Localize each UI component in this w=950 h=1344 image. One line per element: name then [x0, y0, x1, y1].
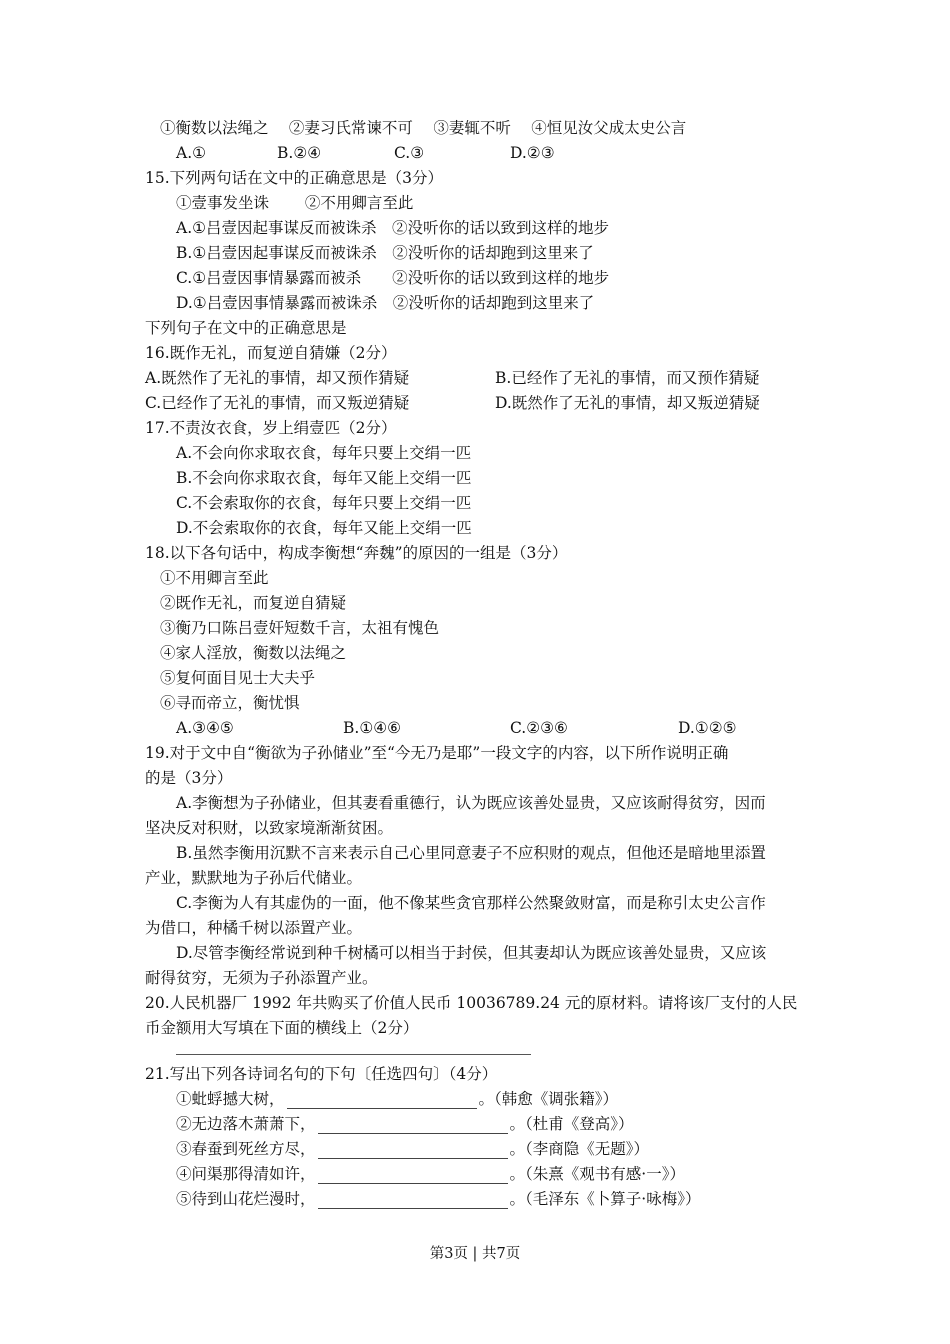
q15-items: ①壹事发坐诛 ②不用卿言至此	[176, 194, 414, 212]
q21-item-1-source: 。（韩愈《调张籍》）	[478, 1090, 619, 1108]
q16-stem: 16.既作无礼，而复逆自猜嫌（2分）	[145, 344, 397, 362]
q21-item-3-blank[interactable]	[318, 1142, 508, 1159]
q15-stem: 15.下列两句话在文中的正确意思是（3分）	[145, 169, 444, 187]
q21-stem: 21.写出下列各诗词名句的下句〔任选四句〕（4分）	[145, 1065, 498, 1083]
q21-item-1-blank[interactable]	[287, 1092, 477, 1109]
q21-item-3-source: 。（李商隐《无题》）	[509, 1140, 650, 1158]
q21-item-5-blank[interactable]	[318, 1192, 508, 1209]
q21-item-5	[176, 1189, 700, 1209]
q19-option-a-line-1: A.李衡想为子孙储业，但其妻看重德行，认为既应该善处显贵，又应该耐得贫穷，因而	[176, 794, 766, 812]
q16-option-c: C.已经作了无礼的事情，而又叛逆猜疑	[145, 394, 410, 412]
q14-option-a: A.①	[176, 144, 207, 162]
q18-option-a: A.③④⑤	[176, 719, 234, 737]
q18-item-6: ⑥寻而帝立，衡忧惧	[160, 694, 300, 712]
q17-option-a: A.不会向你求取衣食，每年只要上交绢一匹	[176, 444, 472, 462]
q18-item-1: ①不用卿言至此	[160, 569, 269, 587]
q21-item-1	[176, 1089, 618, 1109]
q21-item-4	[176, 1164, 685, 1184]
q21-item-1-prefix: ①蚍蜉撼大树，	[176, 1090, 285, 1108]
q19-option-d-line-2: 耐得贫穷，无须为子孙添置产业。	[145, 969, 378, 987]
q20-answer-line[interactable]	[176, 1054, 531, 1055]
q15-option-d: D.①吕壹因事情暴露而被诛杀 ②没听你的话却跑到这里来了	[176, 294, 595, 312]
q19-option-d-line-1: D.尽管李衡经常说到种千树橘可以相当于封侯，但其妻却认为既应该善处显贵，又应该	[176, 944, 767, 962]
q19-option-a-line-2: 坚决反对积财，以致家境渐渐贫困。	[145, 819, 394, 837]
q19-stem-line-2: 的是（3分）	[145, 769, 233, 787]
q19-stem-line-1: 19.对于文中自“衡欲为子孙储业”至“今无乃是耶”一段文字的内容，以下所作说明正确	[145, 744, 729, 762]
q16-option-b: B.已经作了无礼的事情，而又预作猜疑	[495, 369, 760, 387]
q20-line-1: 20.人民机器厂 1992 年共购买了价值人民币 10036789.24 元的原材料。请将该厂支付的人民	[145, 994, 798, 1012]
q21-item-5-source: 。（毛泽东《卜算子·咏梅》）	[509, 1190, 701, 1208]
q21-item-3-prefix: ③春蚕到死丝方尽，	[176, 1140, 316, 1158]
q20-line-2: 币金额用大写填在下面的横线上（2分）	[145, 1019, 419, 1037]
q21-item-5-prefix: ⑤待到山花烂漫时，	[176, 1190, 316, 1208]
q19-option-b-line-2: 产业，默默地为子孙后代储业。	[145, 869, 363, 887]
q15-option-b: B.①吕壹因起事谋反而被诛杀 ②没听你的话却跑到这里来了	[176, 244, 594, 262]
q21-item-2-prefix: ②无边落木萧萧下，	[176, 1115, 316, 1133]
q19-option-b-line-1: B.虽然李衡用沉默不言来表示自己心里同意妻子不应积财的观点，但他还是暗地里添置	[176, 844, 766, 862]
q18-stem: 18.以下各句话中，构成李衡想“奔魏”的原因的一组是（3分）	[145, 544, 568, 562]
q21-item-4-source: 。（朱熹《观书有感·一》）	[509, 1165, 685, 1183]
q21-item-4-prefix: ④问渠那得清如许，	[176, 1165, 316, 1183]
q17-option-c: C.不会索取你的衣食，每年只要上交绢一匹	[176, 494, 472, 512]
q21-item-2	[176, 1114, 634, 1134]
q18-option-b: B.①④⑥	[343, 719, 402, 737]
q14-items: ①衡数以法绳之 ②妻习氏常谏不可 ③妻辄不听 ④恒见汝父成太史公言	[160, 119, 687, 137]
q15-option-c: C.①吕壹因事情暴露而被杀 ②没听你的话以致到这样的地步	[176, 269, 610, 287]
q14-option-c: C.③	[394, 144, 425, 162]
q16-option-d: D.既然作了无礼的事情，却又叛逆猜疑	[495, 394, 760, 412]
q21-item-4-blank[interactable]	[318, 1167, 508, 1184]
q18-item-3: ③衡乃口陈吕壹奸短数千言，太祖有愧色	[160, 619, 440, 637]
q18-item-2: ②既作无礼，而复逆自猜疑	[160, 594, 347, 612]
q14-option-b: B.②④	[277, 144, 322, 162]
q21-item-3	[176, 1139, 649, 1159]
q17-option-b: B.不会向你求取衣食，每年又能上交绢一匹	[176, 469, 472, 487]
q19-option-c-line-1: C.李衡为人有其虚伪的一面，他不像某些贪官那样公然聚敛财富，而是称引太史公言作	[176, 894, 766, 912]
page-footer: 第3页 | 共7页	[429, 1246, 521, 1262]
q15-option-a: A.①吕壹因起事谋反而被诛杀 ②没听你的话以致到这样的地步	[176, 219, 610, 237]
q16-option-a: A.既然作了无礼的事情，却又预作猜疑	[145, 369, 410, 387]
q21-item-2-source: 。（杜甫《登高》）	[509, 1115, 634, 1133]
q21-item-2-blank[interactable]	[318, 1117, 508, 1134]
q18-item-4: ④家人淫放，衡数以法绳之	[160, 644, 347, 662]
q18-item-5: ⑤复何面目见士大夫乎	[160, 669, 316, 687]
q17-stem: 17.不责汝衣食，岁上绢壹匹（2分）	[145, 419, 397, 437]
q17-option-d: D.不会索取你的衣食，每年又能上交绢一匹	[176, 519, 472, 537]
q18-option-d: D.①②⑤	[678, 719, 737, 737]
q18-option-c: C.②③⑥	[510, 719, 568, 737]
section-note: 下列句子在文中的正确意思是	[145, 319, 347, 337]
q19-option-c-line-2: 为借口，种橘千树以添置产业。	[145, 919, 363, 937]
q14-option-d: D.②③	[510, 144, 555, 162]
